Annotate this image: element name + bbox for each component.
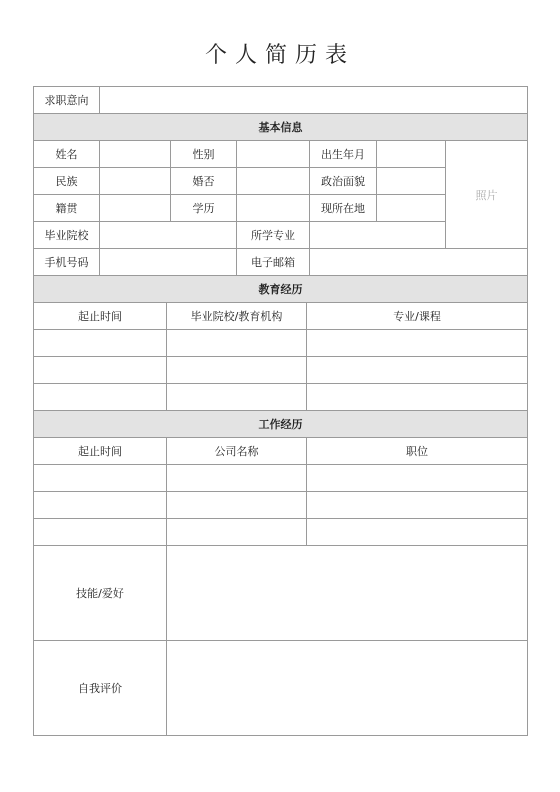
field-birth[interactable] (377, 141, 446, 168)
field-major[interactable] (310, 222, 446, 249)
table-row (34, 330, 528, 357)
edu-header-major: 专业/课程 (307, 303, 528, 330)
edu-header-school: 毕业院校/教育机构 (167, 303, 307, 330)
edu-cell[interactable] (167, 330, 307, 357)
field-residence[interactable] (377, 195, 446, 222)
field-politics[interactable] (377, 168, 446, 195)
intent-label: 求职意向 (34, 87, 100, 114)
table-row (34, 492, 528, 519)
label-phone: 手机号码 (34, 249, 100, 276)
label-gender: 性别 (171, 141, 237, 168)
label-name: 姓名 (34, 141, 100, 168)
work-cell[interactable] (307, 492, 528, 519)
edu-cell[interactable] (34, 384, 167, 411)
table-row (34, 357, 528, 384)
edu-cell[interactable] (307, 330, 528, 357)
section-basic-info: 基本信息 (34, 114, 528, 141)
field-skills[interactable] (167, 546, 528, 641)
page-title: 个人简历表 (204, 43, 355, 68)
field-self-eval[interactable] (167, 641, 528, 736)
label-school: 毕业院校 (34, 222, 100, 249)
field-name[interactable] (100, 141, 171, 168)
edu-cell[interactable] (34, 357, 167, 384)
table-row (34, 384, 528, 411)
field-marriage[interactable] (237, 168, 310, 195)
edu-cell[interactable] (34, 330, 167, 357)
work-header-position: 职位 (307, 438, 528, 465)
work-cell[interactable] (167, 519, 307, 546)
edu-header-period: 起止时间 (34, 303, 167, 330)
edu-cell[interactable] (307, 384, 528, 411)
edu-cell[interactable] (307, 357, 528, 384)
field-email[interactable] (310, 249, 528, 276)
label-residence: 现所在地 (310, 195, 377, 222)
intent-field[interactable] (100, 87, 528, 114)
work-cell[interactable] (34, 519, 167, 546)
intent-row (34, 87, 528, 114)
label-major: 所学专业 (237, 222, 310, 249)
field-school[interactable] (100, 222, 237, 249)
field-native[interactable] (100, 195, 171, 222)
field-phone[interactable] (100, 249, 237, 276)
label-birth: 出生年月 (310, 141, 377, 168)
label-politics: 政治面貌 (310, 168, 377, 195)
label-marriage: 婚否 (171, 168, 237, 195)
work-cell[interactable] (307, 465, 528, 492)
field-degree[interactable] (237, 195, 310, 222)
label-native: 籍贯 (34, 195, 100, 222)
section-work: 工作经历 (34, 411, 528, 438)
work-header-period: 起止时间 (34, 438, 167, 465)
resume-table (33, 86, 528, 736)
label-degree: 学历 (171, 195, 237, 222)
field-gender[interactable] (237, 141, 310, 168)
work-cell[interactable] (34, 465, 167, 492)
work-cell[interactable] (167, 492, 307, 519)
field-ethnicity[interactable] (100, 168, 171, 195)
table-row (34, 519, 528, 546)
edu-cell[interactable] (167, 357, 307, 384)
label-ethnicity: 民族 (34, 168, 100, 195)
table-row (34, 465, 528, 492)
photo-box[interactable]: 照片 (446, 141, 528, 249)
label-email: 电子邮箱 (237, 249, 310, 276)
work-header-company: 公司名称 (167, 438, 307, 465)
section-education: 教育经历 (34, 276, 528, 303)
label-skills: 技能/爱好 (34, 546, 167, 641)
work-cell[interactable] (307, 519, 528, 546)
work-cell[interactable] (167, 465, 307, 492)
label-self-eval: 自我评价 (34, 641, 167, 736)
work-cell[interactable] (34, 492, 167, 519)
edu-cell[interactable] (167, 384, 307, 411)
